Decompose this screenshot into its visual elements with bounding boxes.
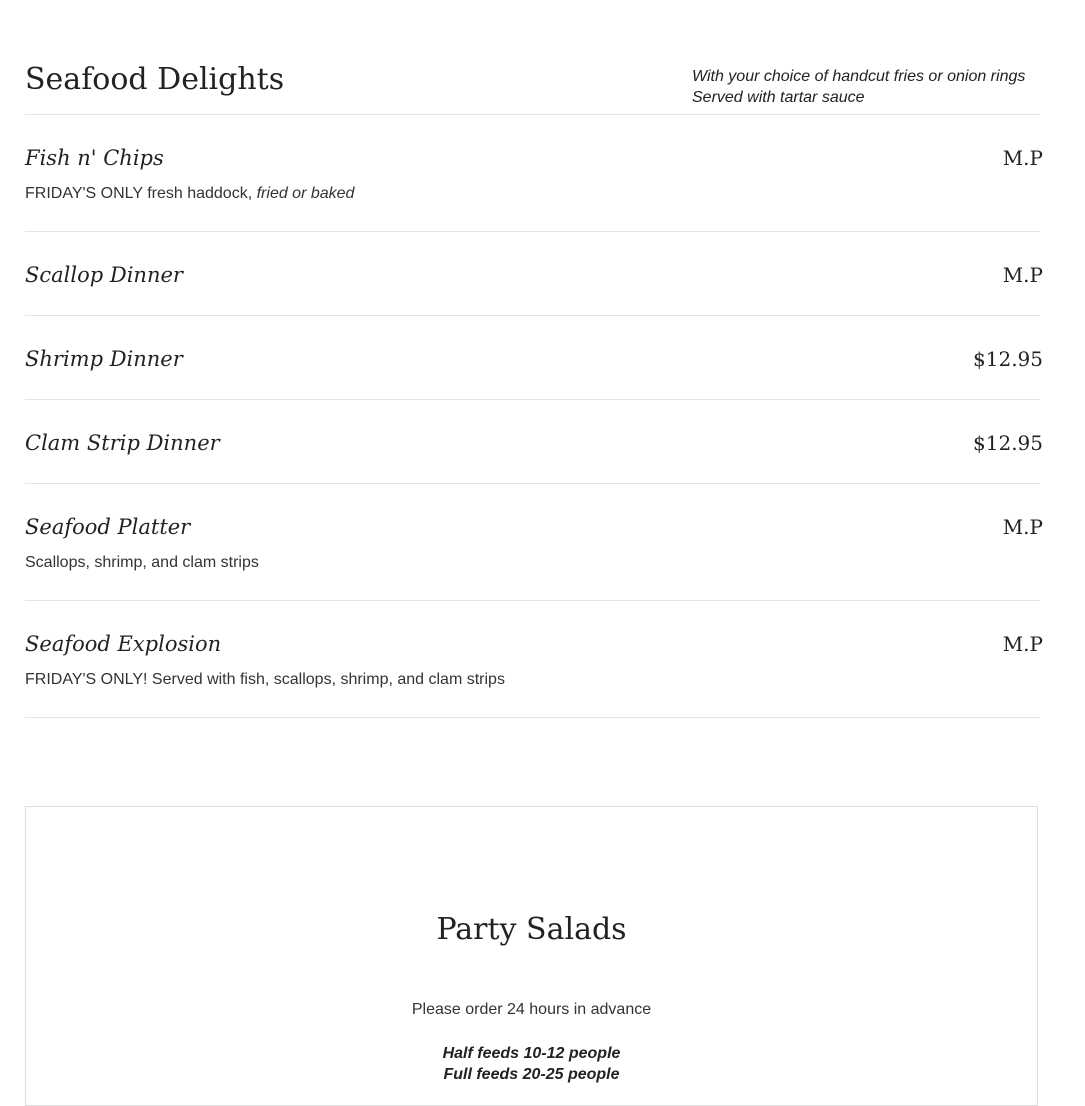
item-description	[25, 183, 354, 205]
menu-item-shrimp-dinner	[25, 316, 1043, 400]
menu-item-scallop-dinner	[25, 232, 1043, 316]
party-salads-title: Party Salads	[436, 912, 627, 947]
item-name: Fish n' Chips	[25, 146, 164, 170]
seafood-delights-section	[25, 0, 1043, 718]
party-size-full: Full feeds 20-25 people	[443, 1066, 620, 1083]
item-price: $12.95	[973, 431, 1043, 455]
party-salads-sizes	[26, 1043, 1037, 1085]
menu-item-seafood-platter	[25, 484, 1043, 601]
item-name: Seafood Platter	[25, 515, 191, 539]
item-price: $12.95	[973, 347, 1043, 371]
item-name: Scallop Dinner	[25, 263, 183, 287]
section-header	[25, 0, 1040, 115]
item-description: FRIDAY'S ONLY! Served with fish, scallops, shrimp, and clam strips	[25, 671, 505, 688]
menu-item-seafood-explosion	[25, 601, 1043, 718]
section-title: Seafood Delights	[25, 62, 285, 97]
item-name: Clam Strip Dinner	[25, 431, 220, 455]
item-price: M.P	[1002, 263, 1043, 287]
item-name: Shrimp Dinner	[25, 347, 183, 371]
menu-item-fish-n-chips	[25, 115, 1043, 232]
party-salads-order-note: Please order 24 hours in advance	[411, 1001, 652, 1018]
party-salads-section	[25, 806, 1038, 1106]
item-price: M.P	[1002, 515, 1043, 539]
item-price: M.P	[1002, 632, 1043, 656]
item-name: Seafood Explosion	[25, 632, 222, 656]
item-description-italic: fried or baked	[256, 185, 355, 202]
section-notes	[692, 66, 1052, 108]
section-note-sides: With your choice of handcut fries or onion rings	[692, 68, 1026, 85]
party-size-half: Half feeds 10-12 people	[442, 1045, 621, 1062]
menu-item-clam-strip-dinner	[25, 400, 1043, 484]
item-description-text: FRIDAY'S ONLY fresh haddock,	[25, 185, 253, 202]
section-note-sauce: Served with tartar sauce	[692, 89, 865, 106]
item-description: Scallops, shrimp, and clam strips	[25, 554, 259, 571]
item-price: M.P	[1002, 146, 1043, 170]
